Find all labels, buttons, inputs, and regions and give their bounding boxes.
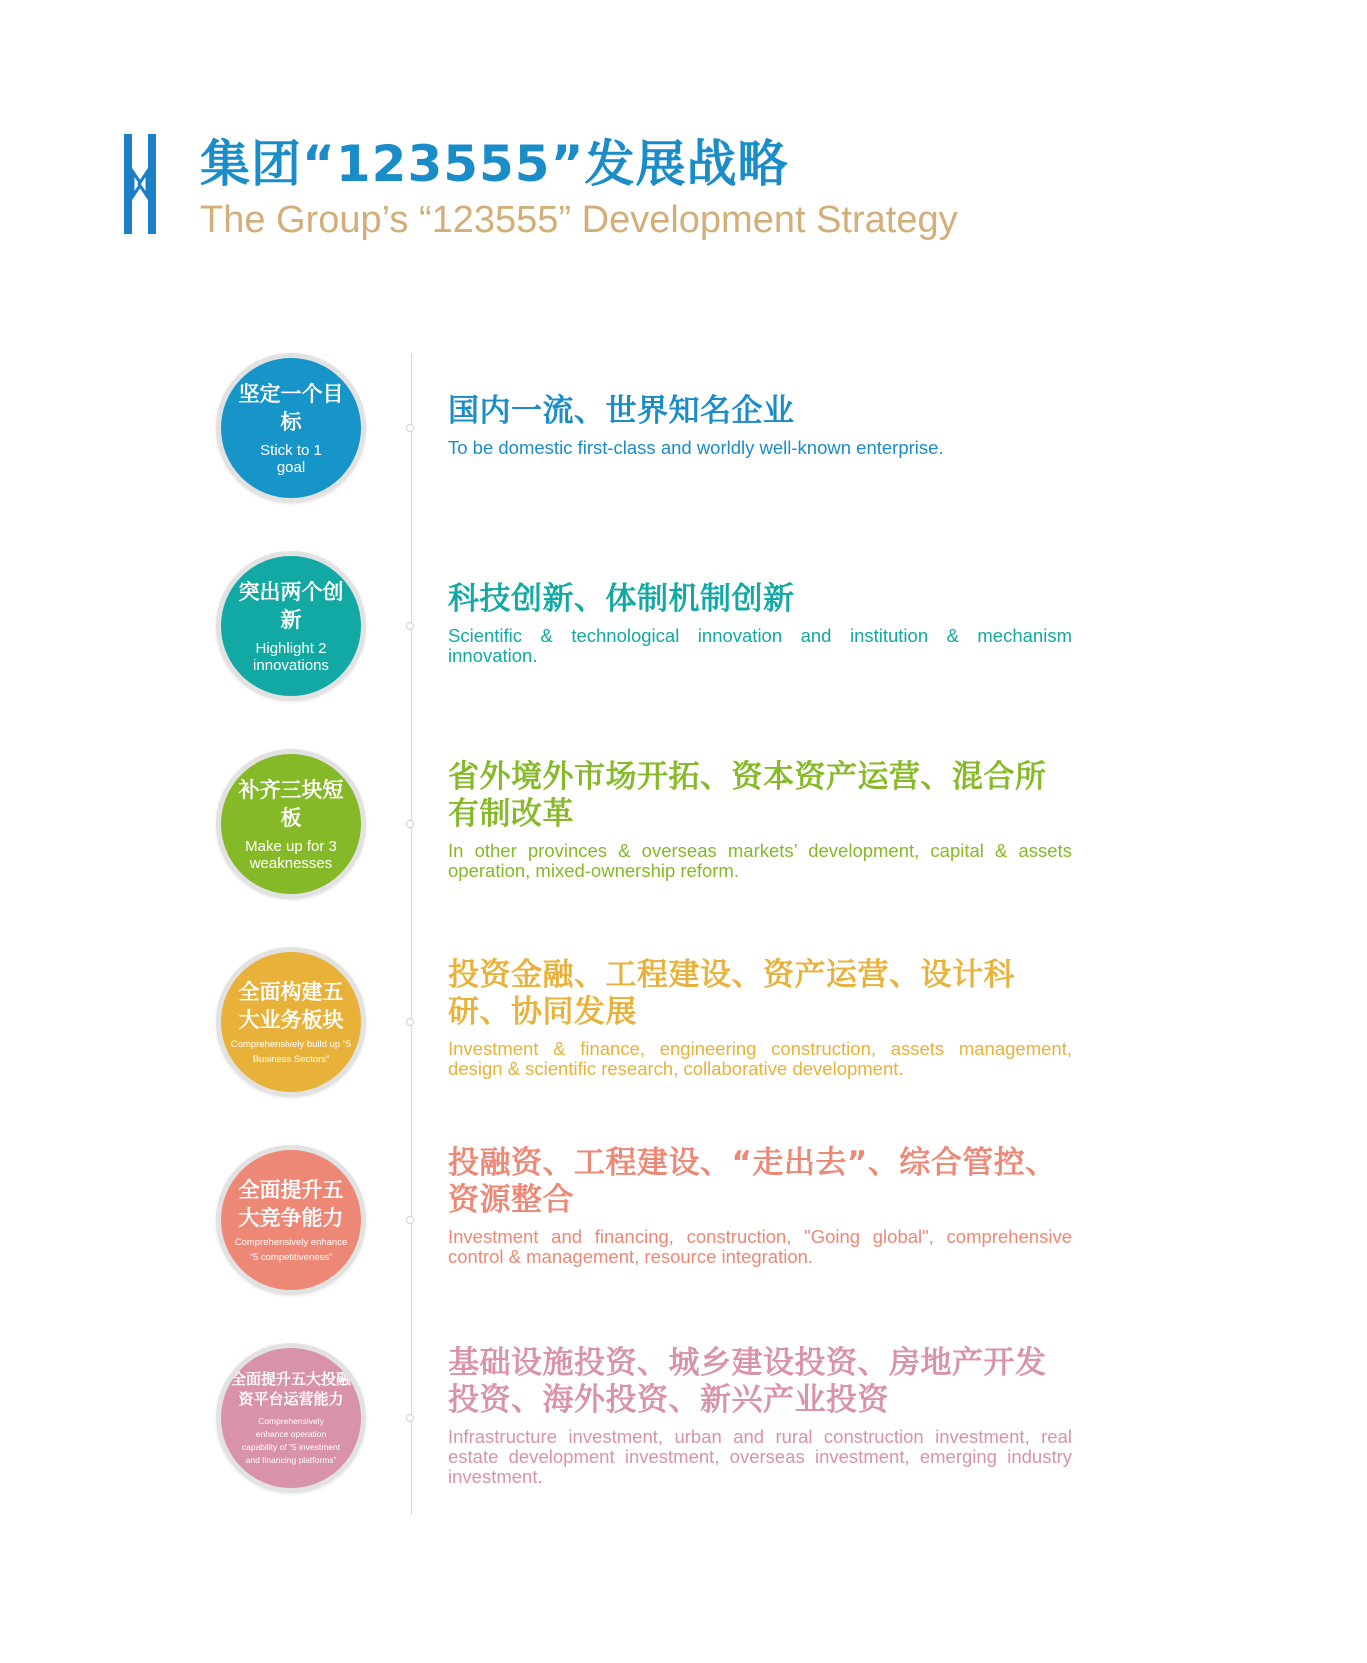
business-sectors-circle: [216, 947, 366, 1097]
timeline-dot: [406, 1018, 414, 1026]
strategy-row-2: [0, 551, 1367, 711]
timeline-dot: [406, 1414, 414, 1422]
strategy-content: [448, 393, 1072, 458]
timeline-dot: [406, 1216, 414, 1224]
strategy-title: 省外境外市场开拓、资本资产运营、混合所有制改革: [448, 759, 1047, 832]
timeline-dot: [406, 622, 414, 630]
page-title: 集团“123555”发展战略: [200, 135, 789, 193]
circle-subtitle: Comprehensively enhance operation capability of “5 investment and financing platforms”: [241, 1416, 341, 1465]
strategy-description: Investment and financing, construction, "Going global", comprehensive control & management, resource integration.: [448, 1226, 1072, 1267]
strategy-title: 国内一流、世界知名企业: [448, 393, 795, 429]
goal-circle: [216, 353, 366, 503]
circle-title: 全面提升五大竞争能力: [238, 1177, 344, 1230]
strategy-description: Infrastructure investment, urban and rural construction investment, real estate development investment, overseas investment, emerging industry investment.: [448, 1426, 1072, 1487]
strategy-row-1: [0, 353, 1367, 513]
timeline-dot: [406, 820, 414, 828]
circle-title: 全面构建五大业务板块: [238, 979, 344, 1032]
circle-title: 坚定一个目标: [238, 382, 344, 434]
strategy-title: 投资金融、工程建设、资产运营、设计科研、协同发展: [448, 957, 1015, 1030]
strategy-title: 科技创新、体制机制创新: [448, 581, 795, 617]
strategy-description: Investment & finance, engineering construction, assets management, design & scientific research, collaborative development.: [448, 1038, 1072, 1079]
timeline-dot: [406, 424, 414, 432]
strategy-description: In other provinces & overseas markets’ development, capital & assets operation, mixed-ownership reform.: [448, 840, 1072, 881]
platforms-circle: [216, 1343, 366, 1493]
strategy-content: [448, 581, 1072, 666]
circle-title: 补齐三块短板: [238, 778, 344, 830]
circle-subtitle: Highlight 2 innovations: [253, 640, 329, 674]
strategy-content: [448, 759, 1072, 881]
circle-subtitle: Comprehensively enhance “5 competitiveness”: [234, 1236, 348, 1263]
timeline-line: [411, 353, 412, 1515]
weakness-circle: [216, 749, 366, 899]
innovation-circle: [216, 551, 366, 701]
strategy-row-6: [0, 1343, 1367, 1503]
competitiveness-circle: [216, 1145, 366, 1295]
page-subtitle: The Group’s “123555” Development Strategy: [200, 199, 958, 241]
strategy-description: To be domestic first-class and worldly well-known enterprise.: [448, 437, 944, 458]
strategy-description: Scientific & technological innovation and institution & mechanism innovation.: [448, 625, 1072, 666]
circle-subtitle: Stick to 1 goal: [260, 442, 322, 476]
strategy-content: [448, 957, 1072, 1079]
strategy-row-4: [0, 947, 1367, 1107]
strategy-row-5: [0, 1145, 1367, 1305]
strategy-row-3: [0, 749, 1367, 909]
strategy-title: 投融资、工程建设、“走出去”、综合管控、资源整合: [448, 1145, 1057, 1218]
circle-subtitle: Comprehensively build up “5 Business Sectors”: [230, 1038, 352, 1065]
group-logo-icon: [124, 134, 160, 234]
circle-subtitle: Make up for 3 weaknesses: [245, 838, 337, 872]
strategy-title: 基础设施投资、城乡建设投资、房地产开发投资、海外投资、新兴产业投资: [448, 1345, 1047, 1418]
strategy-content: [448, 1345, 1072, 1487]
circle-title: 突出两个创新: [238, 580, 344, 632]
circle-title: 全面提升五大投融资平台运营能力: [230, 1370, 351, 1408]
strategy-content: [448, 1145, 1072, 1267]
